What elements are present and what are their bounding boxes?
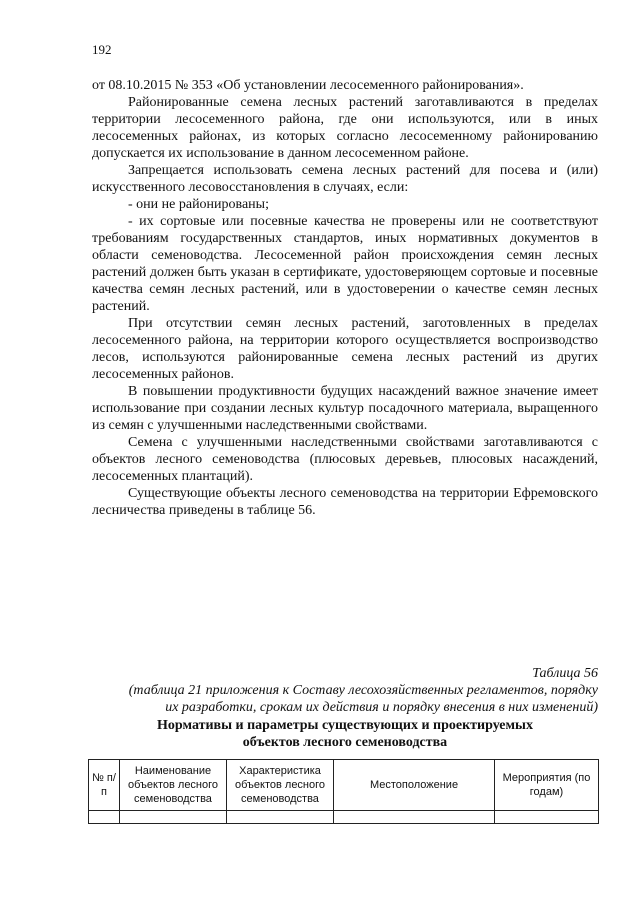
table-source-line: (таблица 21 приложения к Составу лесохозяйственных регламентов, порядку [128, 683, 598, 698]
column-header-number: № п/п [89, 760, 120, 811]
body-text [92, 77, 598, 519]
column-header-characteristics: Характеристика объектов лесного семеноводства [227, 760, 334, 811]
column-header-name: Наименование объектов лесного семеноводства [120, 760, 227, 811]
paragraph: Районированные семена лесных растений заготавливаются в пределах территории лесосеменного района, где они используются, или в иных лесосеменных районах, из которых согласно лесосеменному районированию допускается их использование в данном лесосеменном районе. [92, 95, 598, 161]
table-row [89, 811, 599, 824]
table-title-line: Нормативы и параметры существующих и проектируемых [157, 718, 533, 733]
paragraph: от 08.10.2015 № 353 «Об установлении лесосеменного районирования». [92, 78, 524, 93]
seed-objects-table [88, 759, 599, 824]
page-number: 192 [92, 42, 112, 57]
paragraph: Запрещается использовать семена лесных растений для посева и (или) искусственного лесовосстановления в случаях, если: [92, 163, 598, 195]
paragraph: Семена с улучшенными наследственными свойствами заготавливаются с объектов лесного семеноводства (плюсовых деревьев, плюсовых насаждений, лесосеменных плантаций). [92, 435, 598, 484]
list-item: - их сортовые или посевные качества не проверены или не соответствуют требованиям государственных стандартов, иных нормативных документов в области семеноводства. Лесосеменной район происхождения семян лесных растений должен быть указан в сертификате, удостоверяющем сортовые и посевные качества семян лесных растений, или в удостоверении о качестве семян лесных растений. [92, 214, 598, 314]
table-title [92, 717, 598, 751]
column-header-activities: Мероприятия (по годам) [495, 760, 599, 811]
table-label: Таблица 56 [532, 666, 598, 681]
paragraph: В повышении продуктивности будущих насаждений важное значение имеет использование при создании лесных культур посадочного материала, выращенного из семян с улучшенными наследственными свойствами. [92, 384, 598, 433]
list-item: - они не районированы; [128, 197, 269, 212]
table-cell [495, 811, 599, 824]
table-cell [227, 811, 334, 824]
paragraph: Существующие объекты лесного семеноводства на территории Ефремовского лесничества приведены в таблице 56. [92, 486, 598, 518]
table-cell [120, 811, 227, 824]
column-header-location: Местоположение [334, 760, 495, 811]
table-header-row [89, 760, 599, 811]
table-cell [334, 811, 495, 824]
table-caption [80, 665, 598, 716]
table-cell [89, 811, 120, 824]
table-source-line: их разработки, срокам их действия и порядку внесения в них изменений) [165, 700, 598, 715]
paragraph: При отсутствии семян лесных растений, заготовленных в пределах лесосеменного района, на территории которого осуществляется воспроизводство лесов, используются районированные семена лесных растений из других лесосеменных районов. [92, 316, 598, 382]
table-title-line: объектов лесного семеноводства [242, 735, 448, 750]
